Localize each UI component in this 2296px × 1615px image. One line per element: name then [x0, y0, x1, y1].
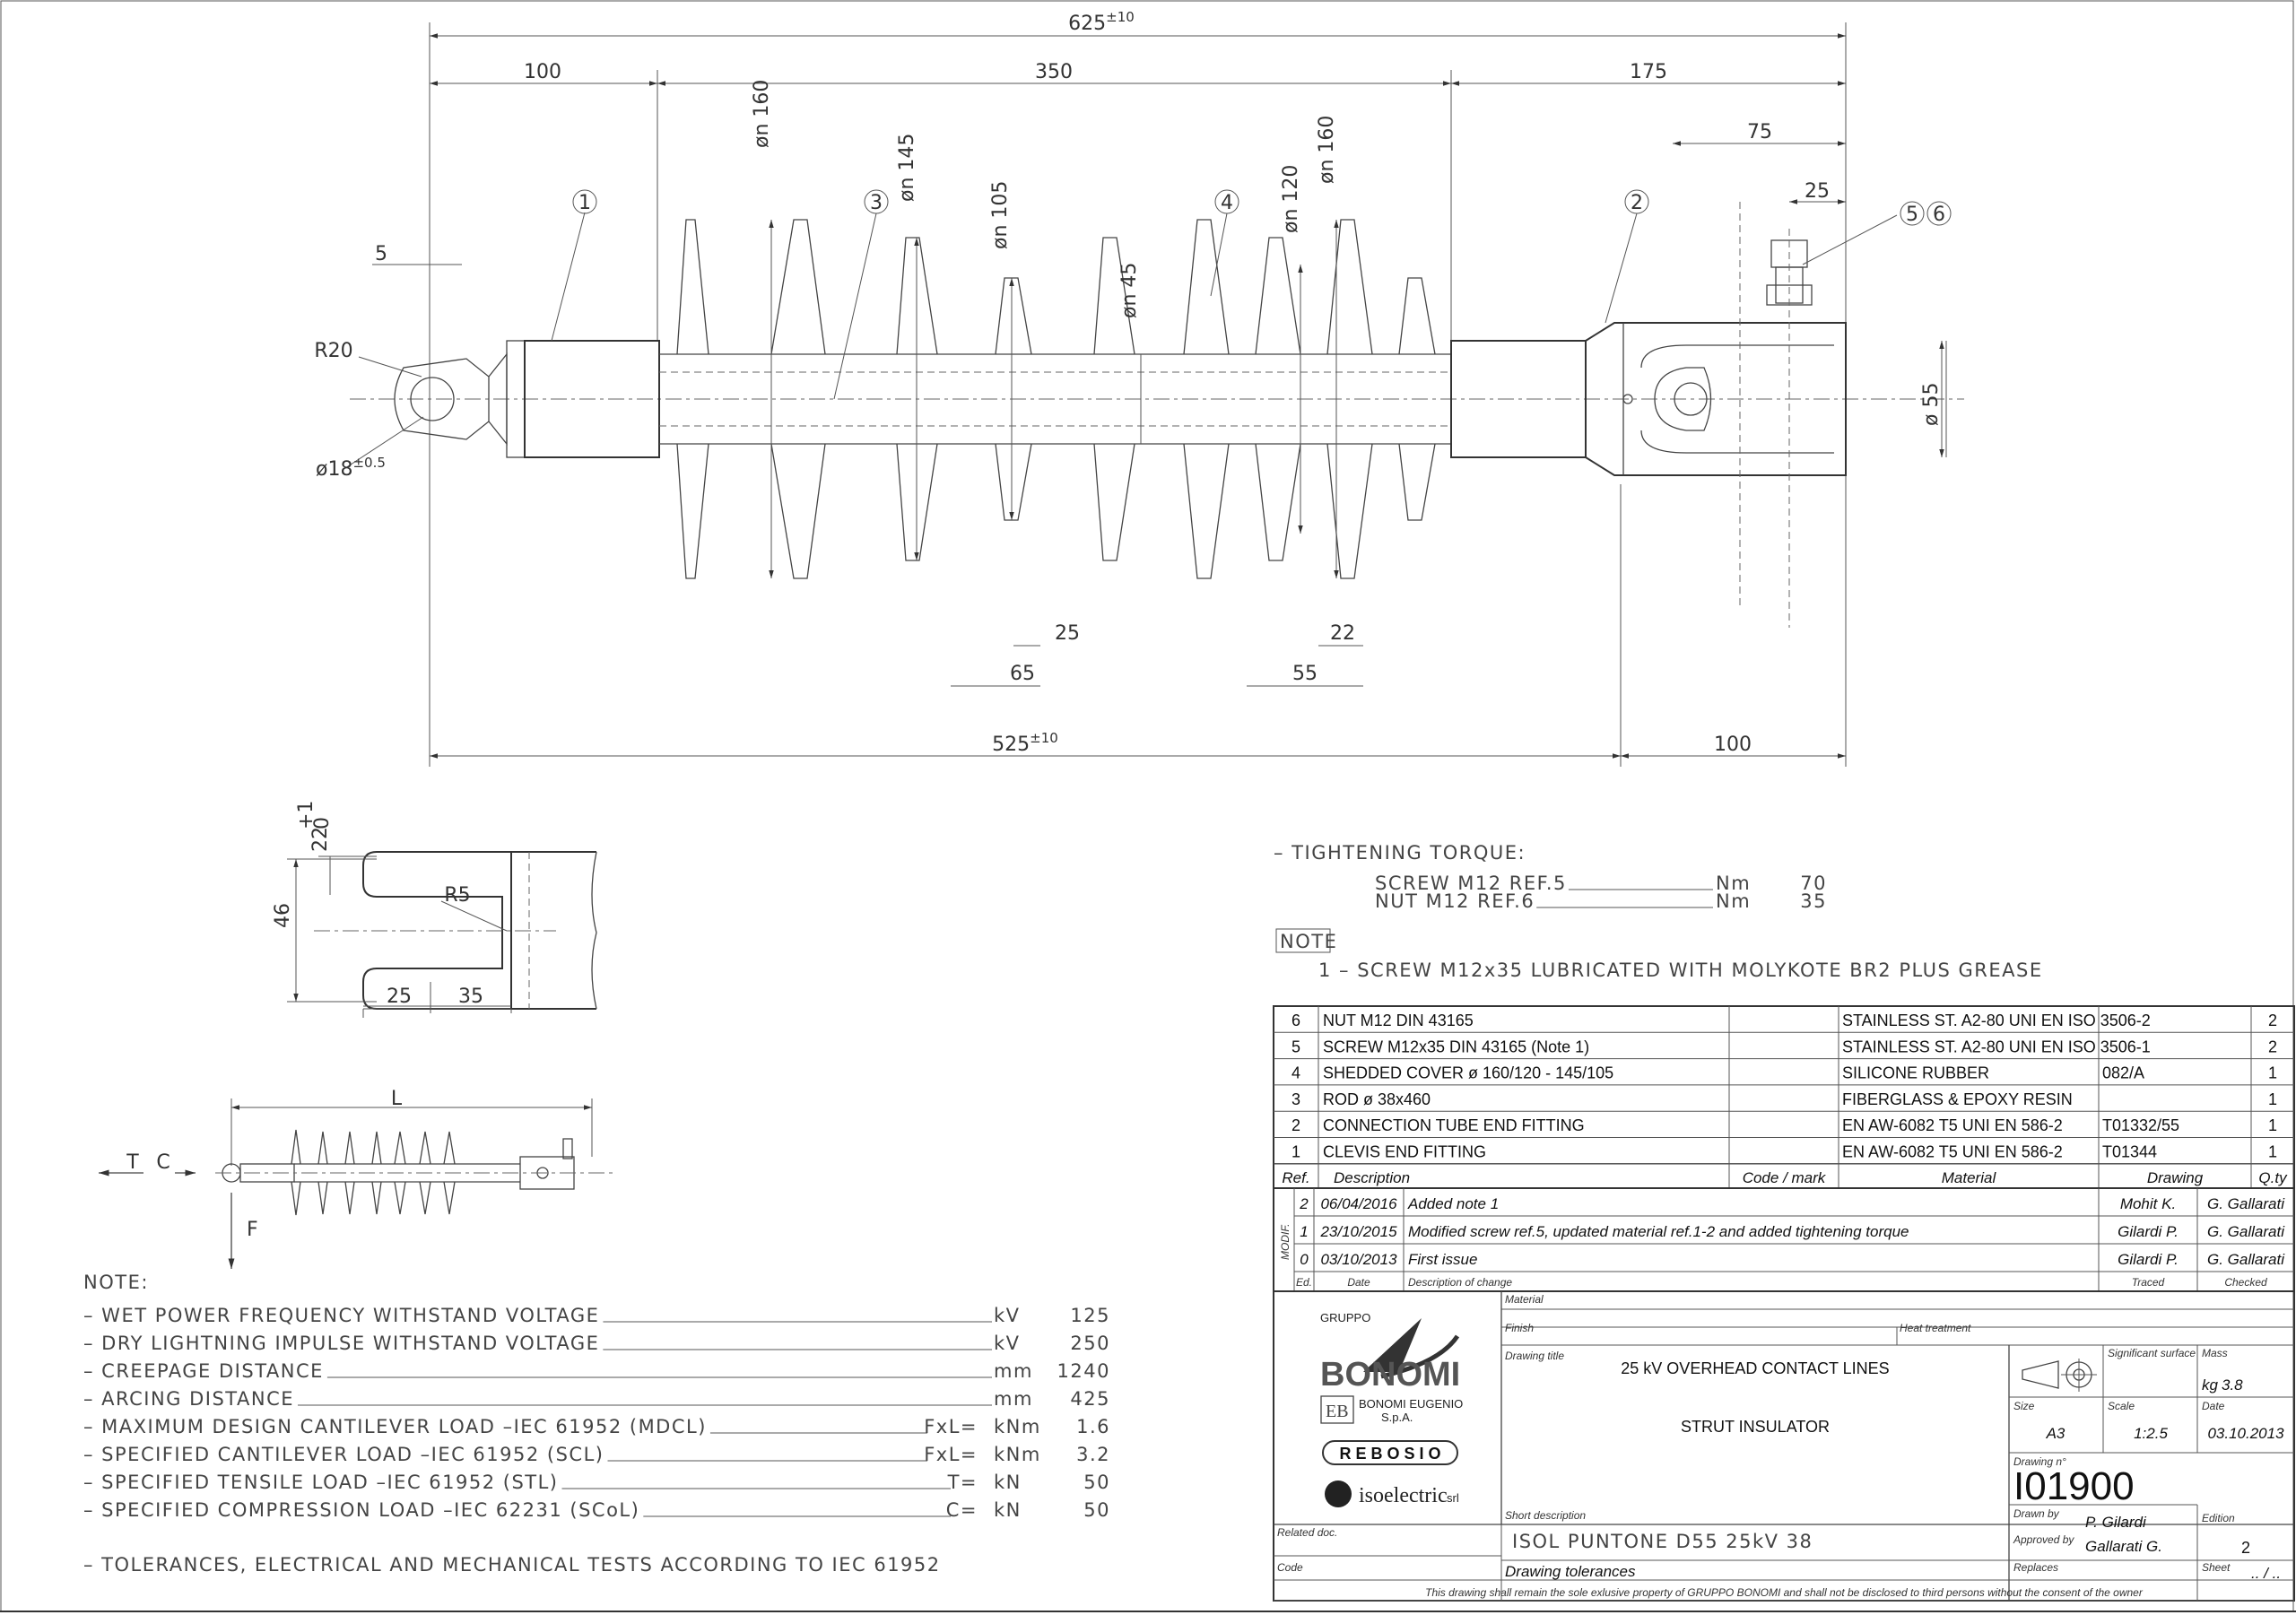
note-row-value: 1.6 — [1076, 1416, 1110, 1437]
bom-ref: 3 — [1291, 1090, 1301, 1108]
notes-tolerances: – TOLERANCES, ELECTRICAL AND MECHANICAL TESTS ACCORDING TO IEC 61952 — [83, 1554, 941, 1576]
dim-overall: $625^{\pm 10}$ — [1068, 9, 1135, 35]
sheet-border — [1, 1, 2293, 1611]
torque-label: SCREW M12 REF.5 — [1375, 873, 1567, 894]
significant-surface-label: Significant surface — [2108, 1347, 2196, 1359]
bom-header: Ref. — [1282, 1169, 1310, 1186]
dim-shed160b: øn 160 — [1316, 115, 1338, 184]
rev-header: Ed. — [1295, 1276, 1313, 1289]
short-description-label: Short description — [1505, 1509, 1587, 1522]
drawing-no: I01900 — [2013, 1464, 2135, 1508]
bom-drawing: T01332/55 — [2102, 1116, 2180, 1135]
dim-d55: ø 55 — [1920, 382, 1943, 426]
dim-75: 75 — [1747, 121, 1772, 143]
scale-value: 1:2.5 — [2134, 1425, 2168, 1442]
torque-unit: Nm — [1716, 890, 1752, 912]
drawing-no-label: Drawing n° — [2013, 1455, 2066, 1468]
approved-by-label: Approved by — [2013, 1533, 2074, 1546]
balloon-4: 4 — [1221, 192, 1233, 214]
drawn-by: P. Gilardi — [2085, 1514, 2146, 1531]
detail-dim-46: 46 — [272, 903, 294, 928]
drawn-by-label: Drawn by — [2013, 1507, 2059, 1520]
rev-date: 03/10/2013 — [1320, 1251, 1397, 1268]
rev-date: 23/10/2015 — [1320, 1223, 1397, 1240]
bom-description: CONNECTION TUBE END FITTING — [1323, 1116, 1585, 1135]
load-C: C — [156, 1151, 170, 1174]
bom-table — [1274, 1006, 2294, 1188]
clevis-detail-view — [272, 801, 596, 1018]
logo-spa: S.p.A. — [1381, 1411, 1413, 1424]
rev-checked: G. Gallarati — [2207, 1251, 2284, 1268]
rev-header: Date — [1347, 1276, 1370, 1289]
logo-gruppo: GRUPPO — [1320, 1311, 1371, 1324]
rev-edition: 1 — [1300, 1223, 1309, 1240]
insulator-main-view — [314, 9, 1964, 767]
detail-dim-22: 22 — [309, 827, 332, 852]
dim-55: 55 — [1292, 663, 1318, 685]
bom-ref: 5 — [1291, 1038, 1301, 1056]
edition-value: 2 — [2240, 1539, 2251, 1557]
note-row-value: 50 — [1083, 1472, 1110, 1493]
torque-value: 70 — [1800, 873, 1827, 894]
note-row-unit: kNm — [994, 1416, 1041, 1437]
rev-edition: 2 — [1300, 1195, 1309, 1212]
bom-qty: 1 — [2267, 1064, 2278, 1082]
bom-qty: 2 — [2267, 1012, 2278, 1029]
bom-ref: 4 — [1291, 1064, 1301, 1082]
bom-material: EN AW-6082 T5 UNI EN 586-2 — [1842, 1116, 2063, 1135]
code-label: Code — [1277, 1561, 1303, 1574]
revisions-table — [1274, 1188, 2294, 1291]
bom-description: NUT M12 DIN 43165 — [1323, 1012, 1474, 1029]
balloon-3: 3 — [870, 192, 883, 214]
bom-drawing: T01344 — [2102, 1142, 2158, 1161]
bom-material: STAINLESS ST. A2-80 UNI EN ISO 3506-1 — [1842, 1038, 2151, 1056]
bom-qty: 1 — [2267, 1116, 2278, 1135]
material-label: Material — [1505, 1293, 1544, 1306]
rev-description: First issue — [1408, 1251, 1478, 1268]
size-label: Size — [2013, 1400, 2035, 1412]
drawing-title-label: Drawing title — [1505, 1350, 1565, 1362]
dim-shed45: øn 45 — [1118, 262, 1141, 318]
note-row-unit: kV — [994, 1305, 1021, 1326]
bom-material: SILICONE RUBBER — [1842, 1064, 1990, 1082]
isoelectric-logo-mark — [1325, 1480, 1352, 1507]
note-box-text: 1 – SCREW M12x35 LUBRICATED WITH MOLYKOTE BR2 PLUS GREASE — [1318, 959, 2043, 981]
note-row-label: – WET POWER FREQUENCY WITHSTAND VOLTAGE — [83, 1305, 600, 1326]
rev-traced: Gilardi P. — [2118, 1251, 2179, 1268]
date-label: Date — [2202, 1400, 2225, 1412]
rev-date: 06/04/2016 — [1320, 1195, 1397, 1212]
rev-header: Description of change — [1408, 1276, 1513, 1289]
bom-description: SCREW M12x35 DIN 43165 (Note 1) — [1323, 1038, 1590, 1056]
dim-5: 5 — [375, 243, 387, 265]
bom-description: CLEVIS END FITTING — [1323, 1142, 1487, 1161]
note-row-value: 250 — [1070, 1333, 1110, 1354]
dim-r20: R20 — [314, 340, 353, 362]
note-row-label: – SPECIFIED CANTILEVER LOAD –IEC 61952 (SCL) — [83, 1444, 604, 1465]
rev-checked: G. Gallarati — [2207, 1223, 2284, 1240]
dim-65: 65 — [1010, 663, 1035, 685]
bom-header: Material — [1941, 1169, 1996, 1186]
dim-left: 100 — [524, 61, 561, 83]
dim-shed160a: øn 160 — [751, 79, 773, 148]
note-row-unit: kN — [994, 1472, 1022, 1493]
notes-block — [83, 1272, 1110, 1576]
balloon-6: 6 — [1933, 204, 1945, 226]
svg-text:+1: +1 — [295, 800, 317, 829]
approved-by-signature: Gallarati G. — [2085, 1538, 2162, 1555]
finish-label: Finish — [1505, 1322, 1535, 1334]
bom-ref: 1 — [1291, 1142, 1301, 1161]
bom-description: SHEDDED COVER ø 160/120 - 145/105 — [1323, 1064, 1614, 1082]
note-row-value: 3.2 — [1076, 1444, 1110, 1465]
rev-description: Added note 1 — [1408, 1195, 1500, 1212]
short-description: ISOL PUNTONE D55 25kV 38 — [1512, 1531, 1813, 1552]
load-L: L — [390, 1088, 403, 1110]
rev-traced: Gilardi P. — [2118, 1223, 2179, 1240]
title-block — [1274, 1291, 2294, 1601]
note-row-unit: mm — [994, 1360, 1033, 1382]
note-row-prefix: FxL= — [924, 1444, 978, 1465]
bom-material: FIBERGLASS & EPOXY RESIN — [1842, 1090, 2073, 1108]
logo-bonomi: BONOMI — [1320, 1356, 1461, 1394]
svg-text:srl: srl — [1447, 1491, 1459, 1505]
balloon-2: 2 — [1631, 192, 1643, 214]
note-row-value: 1240 — [1057, 1360, 1110, 1382]
load-T: T — [126, 1151, 139, 1174]
dim-hole: $ø18^{\pm 0.5}$ — [316, 455, 386, 481]
note-row-prefix: FxL= — [924, 1416, 978, 1437]
note-row-unit: mm — [994, 1388, 1033, 1410]
svg-text:kg: kg — [2202, 1376, 2218, 1394]
heat-treatment-label: Heat treatment — [1900, 1322, 1971, 1334]
dim-right: 175 — [1630, 61, 1667, 83]
note-row-value: 425 — [1070, 1388, 1110, 1410]
balloon-1: 1 — [578, 192, 591, 214]
bom-material: EN AW-6082 T5 UNI EN 586-2 — [1842, 1142, 2063, 1161]
size-value: A3 — [2046, 1425, 2066, 1442]
torque-unit: Nm — [1716, 873, 1752, 894]
note-row-label: – DRY LIGHTNING IMPULSE WITHSTAND VOLTAGE — [83, 1333, 600, 1354]
note-row-value: 125 — [1070, 1305, 1110, 1326]
balloon-5: 5 — [1906, 204, 1918, 226]
note-row-label: – ARCING DISTANCE — [83, 1388, 294, 1410]
torque-label: NUT M12 REF.6 — [1375, 890, 1535, 912]
mass-label: Mass — [2202, 1347, 2228, 1359]
sheet-label: Sheet — [2202, 1561, 2231, 1574]
detail-dim-25: 25 — [387, 985, 412, 1008]
dim-middle: 350 — [1035, 61, 1073, 83]
projection-symbol — [2022, 1361, 2058, 1388]
drawing-tolerances: Drawing tolerances — [1505, 1563, 1636, 1580]
logo-eugenio: BONOMI EUGENIO — [1359, 1397, 1464, 1411]
mass-value: 3.8 — [2222, 1376, 2243, 1394]
bom-ref: 2 — [1291, 1116, 1301, 1135]
dim-22: 22 — [1330, 622, 1355, 645]
dim-shed120: øn 120 — [1280, 164, 1302, 233]
bom-ref: 6 — [1291, 1012, 1301, 1029]
dim-25-top: 25 — [1805, 180, 1830, 203]
drawing-title-2: STRUT INSULATOR — [1680, 1418, 1831, 1436]
edition-label: Edition — [2202, 1512, 2235, 1524]
note-row-prefix: C= — [945, 1499, 978, 1521]
dim-shed105: øn 105 — [989, 180, 1012, 249]
note-row-label: – SPECIFIED TENSILE LOAD –IEC 61952 (STL) — [83, 1472, 559, 1493]
dim-25-pitch: 25 — [1055, 622, 1080, 645]
logo-isoelectric: isoelectric — [1359, 1484, 1448, 1507]
notes-title: NOTE: — [83, 1272, 149, 1293]
torque-value: 35 — [1800, 890, 1827, 912]
torque-title: – TIGHTENING TORQUE: — [1274, 842, 1526, 864]
rev-edition: 0 — [1300, 1251, 1309, 1268]
logo-eb: EB — [1326, 1402, 1349, 1421]
detail-dim-r5: R5 — [444, 884, 471, 907]
bom-material: STAINLESS ST. A2-80 UNI EN ISO 3506-2 — [1842, 1012, 2151, 1029]
note-row-unit: kN — [994, 1499, 1022, 1521]
replaces-label: Replaces — [2013, 1561, 2059, 1574]
note-row-unit: kNm — [994, 1444, 1041, 1465]
bom-header: Code / mark — [1742, 1169, 1826, 1186]
date-value: 03.10.2013 — [2207, 1425, 2284, 1442]
dim-525: $525^{\pm 10}$ — [992, 730, 1058, 756]
dim-shed145: øn 145 — [896, 133, 918, 202]
torque-block — [1274, 842, 2043, 981]
logo-rebosio: R E B O S I O — [1339, 1445, 1441, 1463]
bom-qty: 1 — [2267, 1142, 2278, 1161]
note-row-label: – SPECIFIED COMPRESSION LOAD –IEC 62231 (SCoL) — [83, 1499, 640, 1521]
note-row-prefix: T= — [947, 1472, 978, 1493]
note-row-unit: kV — [994, 1333, 1021, 1354]
rev-side-label: MODIF. — [1279, 1223, 1292, 1260]
note-box-label: NOTE — [1280, 931, 1338, 952]
detail-dim-35: 35 — [458, 985, 483, 1008]
sheet-value: .. / .. — [2251, 1565, 2282, 1582]
dim-100-bottom: 100 — [1714, 734, 1752, 756]
rev-checked: G. Gallarati — [2207, 1195, 2284, 1212]
bom-header: Q.ty — [2258, 1169, 2287, 1186]
note-row-label: – CREEPAGE DISTANCE — [83, 1360, 324, 1382]
rev-description: Modified screw ref.5, updated material ref.1-2 and added tightening torque — [1408, 1223, 1909, 1240]
related-doc-label: Related doc. — [1277, 1526, 1338, 1539]
note-row-value: 50 — [1083, 1499, 1110, 1521]
rev-header: Checked — [2224, 1276, 2267, 1289]
bom-header: Description — [1334, 1169, 1411, 1186]
note-row-label: – MAXIMUM DESIGN CANTILEVER LOAD –IEC 61952 (MDCL) — [83, 1416, 707, 1437]
load-F: F — [247, 1219, 258, 1241]
bom-description: ROD ø 38x460 — [1323, 1090, 1431, 1108]
bom-qty: 2 — [2267, 1038, 2278, 1056]
bom-qty: 1 — [2267, 1090, 2278, 1108]
bom-drawing: 082/A — [2102, 1064, 2145, 1082]
load-diagram — [99, 1088, 614, 1269]
scale-label: Scale — [2108, 1400, 2135, 1412]
drawing-title-1: 25 kV OVERHEAD CONTACT LINES — [1621, 1359, 1890, 1377]
rev-header: Traced — [2131, 1276, 2165, 1289]
ownership-footer: This drawing shall remain the sole exlusive property of GRUPPO BONOMI and shall not be disclosed to third persons without the consent of the owner — [1425, 1586, 2143, 1599]
rev-traced: Mohit K. — [2119, 1195, 2177, 1212]
svg-text:0: 0 — [311, 817, 334, 829]
bom-header: Drawing — [2146, 1169, 2204, 1186]
